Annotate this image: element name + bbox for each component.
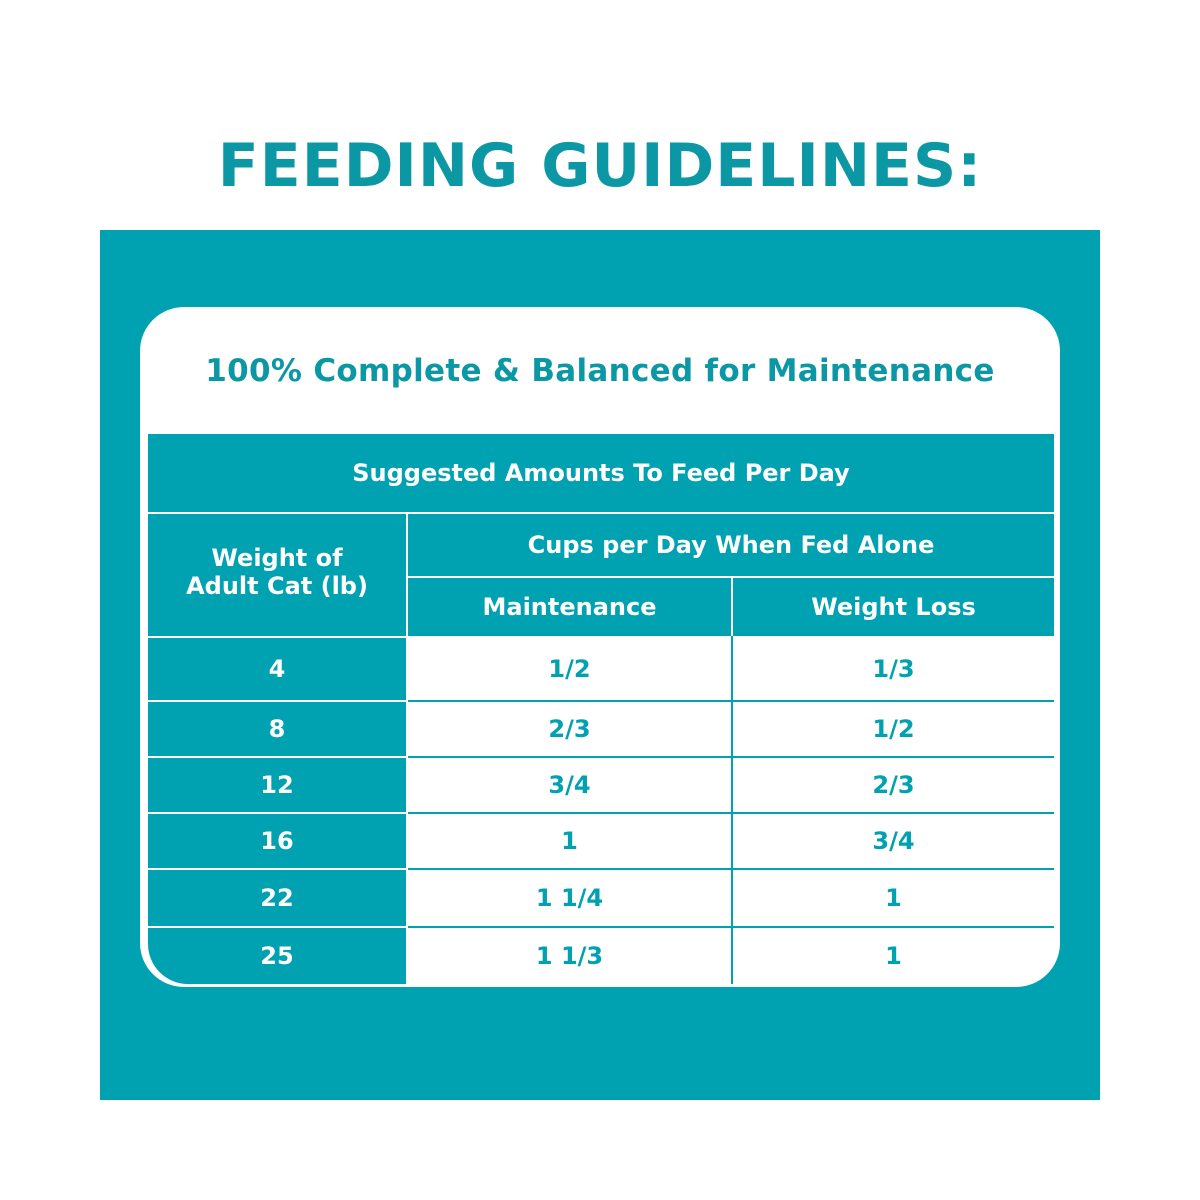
weight-row-divider [148, 868, 406, 870]
maintenance-cell: 1 1/4 [535, 884, 604, 912]
maintenance-cell: 2/3 [548, 715, 591, 743]
maintenance-cell: 1 1/3 [535, 942, 604, 970]
maintenance-cell: 1/2 [548, 655, 591, 683]
card-subtitle: 100% Complete & Balanced for Maintenance [205, 353, 995, 389]
weight-row-divider [148, 700, 406, 702]
weight-cell: 25 [148, 928, 406, 984]
maintenance-cell: 3/4 [548, 771, 591, 799]
weight-row-divider [148, 926, 406, 928]
weight-loss-cell: 2/3 [872, 771, 915, 799]
column-group-header: Cups per Day When Fed Alone [408, 514, 1054, 576]
weight-cell: 4 [148, 638, 406, 700]
weight-loss-cell: 1 [885, 884, 902, 912]
weight-loss-cell: 1/3 [872, 655, 915, 683]
column-header-weight [148, 514, 406, 636]
weight-cell: 16 [148, 814, 406, 868]
maintenance-cell: 1 [561, 827, 578, 855]
column-divider [731, 636, 733, 984]
weight-row-divider [148, 756, 406, 758]
weight-loss-cell: 1 [885, 942, 902, 970]
weight-cell: 8 [148, 702, 406, 756]
weight-cell: 22 [148, 870, 406, 926]
page-title: FEEDING GUIDELINES: [217, 131, 983, 201]
weight-row-divider [148, 812, 406, 814]
column-header-weight-loss: Weight Loss [733, 578, 1054, 636]
column-header-maintenance: Maintenance [408, 578, 731, 636]
weight-loss-cell: 1/2 [872, 715, 915, 743]
weight-loss-cell: 3/4 [872, 827, 915, 855]
column-header-weight-label: Weight of Adult Cat (lb) [186, 544, 368, 600]
table-header-suggested: Suggested Amounts To Feed Per Day [148, 434, 1054, 512]
weight-cell: 12 [148, 758, 406, 812]
